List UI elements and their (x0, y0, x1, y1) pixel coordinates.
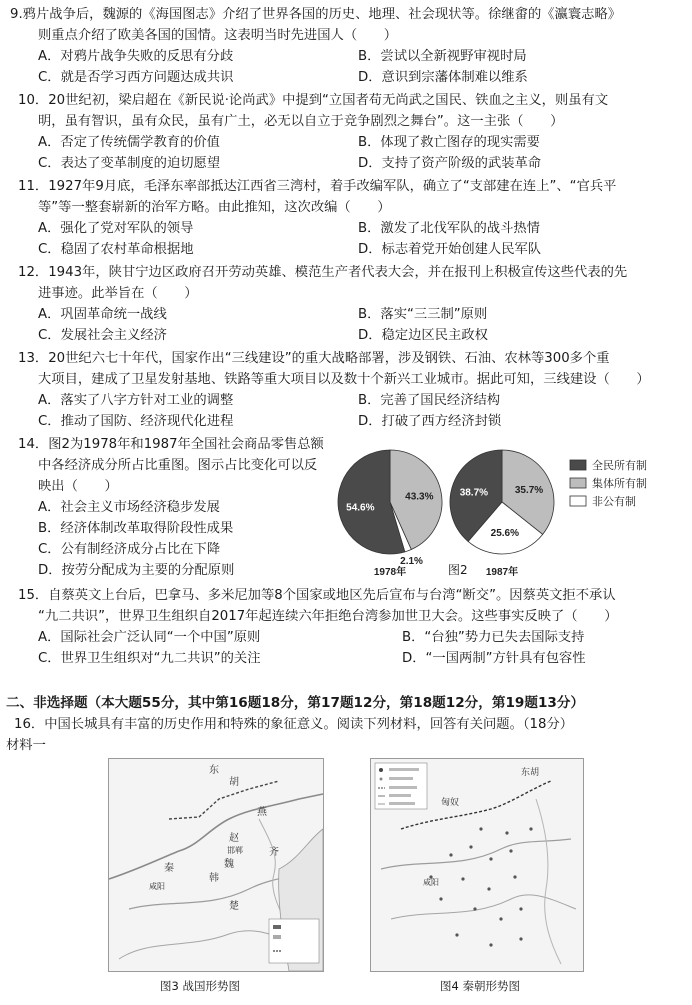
fig4-label-xiongnu: 匈奴 (441, 797, 460, 807)
q12-option-c: C．发展社会主义经济 (38, 328, 167, 343)
q11-option-c: C．稳固了农村革命根据地 (38, 242, 194, 257)
figure-3-map (108, 758, 324, 972)
pie-0-value-label-2: 54.6% (346, 502, 375, 514)
q13-option-a: A．落实了八字方针对工业的调整 (38, 393, 234, 408)
fig3-label-dong: 东 (209, 765, 219, 776)
q13-stem-line1: 13．20世纪六七十年代，国家作出“三线建设”的重大战略部署，涉及钢铁、石油、农林等300多个重 (18, 351, 610, 366)
q10-option-d: D．支持了资产阶级的武装革命 (358, 156, 542, 171)
pie-0-value-label-0: 43.3% (405, 491, 434, 503)
q15-option-a: A．国际社会广泛认同“一个中国”原则 (38, 630, 261, 645)
q16-stem: 16．中国长城具有丰富的历史作用和特殊的象征意义。阅读下列材料，回答有关问题。（18分） (14, 717, 574, 732)
pie-0-year-label: 1978年 (373, 567, 407, 578)
section-2-title: 二、非选择题（本大题55分，其中第16题18分，第17题12分，第18题12分，第19题13分） (6, 695, 585, 711)
q14-stem-line2: 中各经济成分所占比重图。图示占比变化可以反 (38, 458, 318, 473)
legend-label-1: 集体所有制 (592, 478, 647, 490)
q13-stem-line2: 大项目，建成了卫星发射基地、铁路等重大项目以及数十个新兴工业城市。据此可知，三线建设（ ） (38, 372, 650, 387)
q9-option-a: A．对鸦片战争失败的反思有分歧 (38, 49, 234, 64)
q10-option-b: B．体现了救亡图存的现实需要 (358, 135, 540, 150)
q10-stem-line1: 10．20世纪初，梁启超在《新民说·论尚武》中提到“立国者苟无尚武之国民、铁血之主义，则虽有文 (18, 93, 609, 108)
q14-option-a: A．社会主义市场经济稳步发展 (38, 500, 220, 515)
legend-label-0: 全民所有制 (592, 460, 647, 472)
q12-option-d: D．稳定边区民主政权 (358, 328, 488, 343)
q9-option-b: B．尝试以全新视野审视时局 (358, 49, 527, 64)
q15-stem-line1: 15．自蔡英文上台后，巴拿马、多米尼加等8个国家或地区先后宣布与台湾“断交”。因蔡英文拒不承认 (18, 588, 616, 603)
pie-chart-svg (346, 438, 686, 580)
q15-stem-line2: “九二共识”，世界卫生组织自2017年起连续六年拒绝台湾参加世卫大会。这些事实反映了（ ） (38, 609, 618, 624)
pie-1-value-label-0: 35.7% (514, 484, 544, 496)
fig4-label-donghu: 东胡 (521, 767, 540, 777)
fig3-label-qi: 齐 (269, 847, 279, 858)
fig3-label-yan: 燕 (257, 807, 267, 818)
q14-option-c: C．公有制经济成分占比在下降 (38, 542, 221, 557)
figure-4-map (370, 758, 584, 972)
figure-2-caption: 图2 (448, 563, 468, 577)
pie-1-value-label-1: 25.6% (490, 527, 520, 539)
pie-1-value-label-2: 38.7% (459, 487, 489, 499)
pie-0-value-label-1: 2.1% (400, 556, 423, 568)
q9-stem-line2: 则重点介绍了欧美各国的国情。这表明当时先进国人（ ） (38, 28, 398, 43)
q15-option-d: D．“一国两制”方针具有包容性 (402, 651, 586, 666)
q11-option-b: B．激发了北伐军队的战斗热情 (358, 221, 540, 236)
figure-3-caption: 图3 战国形势图 (160, 979, 240, 993)
q11-option-a: A．强化了党对军队的领导 (38, 221, 194, 236)
q14-stem-line1: 14．图2为1978年和1987年全国社会商品零售总额 (18, 437, 324, 452)
q12-option-b: B．落实“三三制”原则 (358, 307, 488, 322)
q14-stem-line3: 映出（ ） (38, 479, 118, 494)
figure-4-caption: 图4 秦朝形势图 (440, 979, 520, 993)
q13-option-d: D．打破了西方经济封锁 (358, 414, 502, 429)
fig3-label-wei: 魏 (224, 859, 234, 870)
q11-stem-line2: 等”等一整套崭新的治军方略。由此推知，这次改编（ ） (38, 200, 391, 215)
fig3-label-handan: 邯郸 (227, 846, 243, 855)
warring-states-map-svg (109, 759, 323, 971)
q14-option-d: D．按劳分配成为主要的分配原则 (38, 563, 235, 578)
q12-stem-line2: 进事迹。此举旨在（ ） (38, 286, 198, 301)
fig3-label-hu: 胡 (229, 777, 239, 788)
q12-stem-line1: 12．1943年，陕甘宁边区政府召开劳动英雄、模范生产者代表大会，并在报刊上积极宣传这些代表的先 (18, 265, 628, 280)
q9-option-d: D．意识到宗藩体制难以维系 (358, 70, 528, 85)
qin-dynasty-map-svg (371, 759, 583, 971)
fig3-label-qin: 秦 (164, 863, 174, 874)
legend-label-2: 非公有制 (592, 496, 636, 508)
q15-option-b: B．“台独”势力已失去国际支持 (402, 630, 585, 645)
q9-option-c: C．就是否学习西方问题达成共识 (38, 70, 234, 85)
fig3-label-chu: 楚 (229, 901, 239, 912)
legend-swatch-0 (570, 460, 586, 470)
figure-2-pie-charts (346, 438, 686, 580)
fig3-label-xianyang: 咸阳 (149, 882, 165, 891)
q11-option-d: D．标志着党开始创建人民军队 (358, 242, 542, 257)
q11-stem-line1: 11．1927年9月底，毛泽东率部抵达江西省三湾村，着手改编军队，确立了“支部建在连上”、“官兵平 (18, 179, 617, 194)
fig3-label-han: 韩 (209, 873, 219, 884)
q10-option-a: A．否定了传统儒学教育的价值 (38, 135, 220, 150)
q10-stem-line2: 明，虽有智识，虽有众民，虽有广土，必无以自立于竞争剧烈之舞台”。这一主张（ ） (38, 114, 564, 129)
q13-option-c: C．推动了国防、经济现代化进程 (38, 414, 234, 429)
fig3-label-zhao: 赵 (229, 833, 239, 844)
pie-1-year-label: 1987年 (485, 567, 519, 578)
q15-option-c: C．世界卫生组织对“九二共识”的关注 (38, 651, 261, 666)
q14-option-b: B．经济体制改革取得阶段性成果 (38, 521, 234, 536)
legend-swatch-1 (570, 478, 586, 488)
q13-option-b: B．完善了国民经济结构 (358, 393, 501, 408)
q9-stem-line1: 9.鸦片战争后，魏源的《海国图志》介绍了世界各国的历史、地理、社会现状等。徐继畬的《瀛寰志略》 (10, 7, 622, 22)
q12-option-a: A．巩固革命统一战线 (38, 307, 167, 322)
material-1-label: 材料一 (6, 738, 46, 753)
legend-swatch-2 (570, 496, 586, 506)
q10-option-c: C．表达了变革制度的迫切愿望 (38, 156, 221, 171)
fig4-label-xianyang: 咸阳 (423, 878, 439, 887)
